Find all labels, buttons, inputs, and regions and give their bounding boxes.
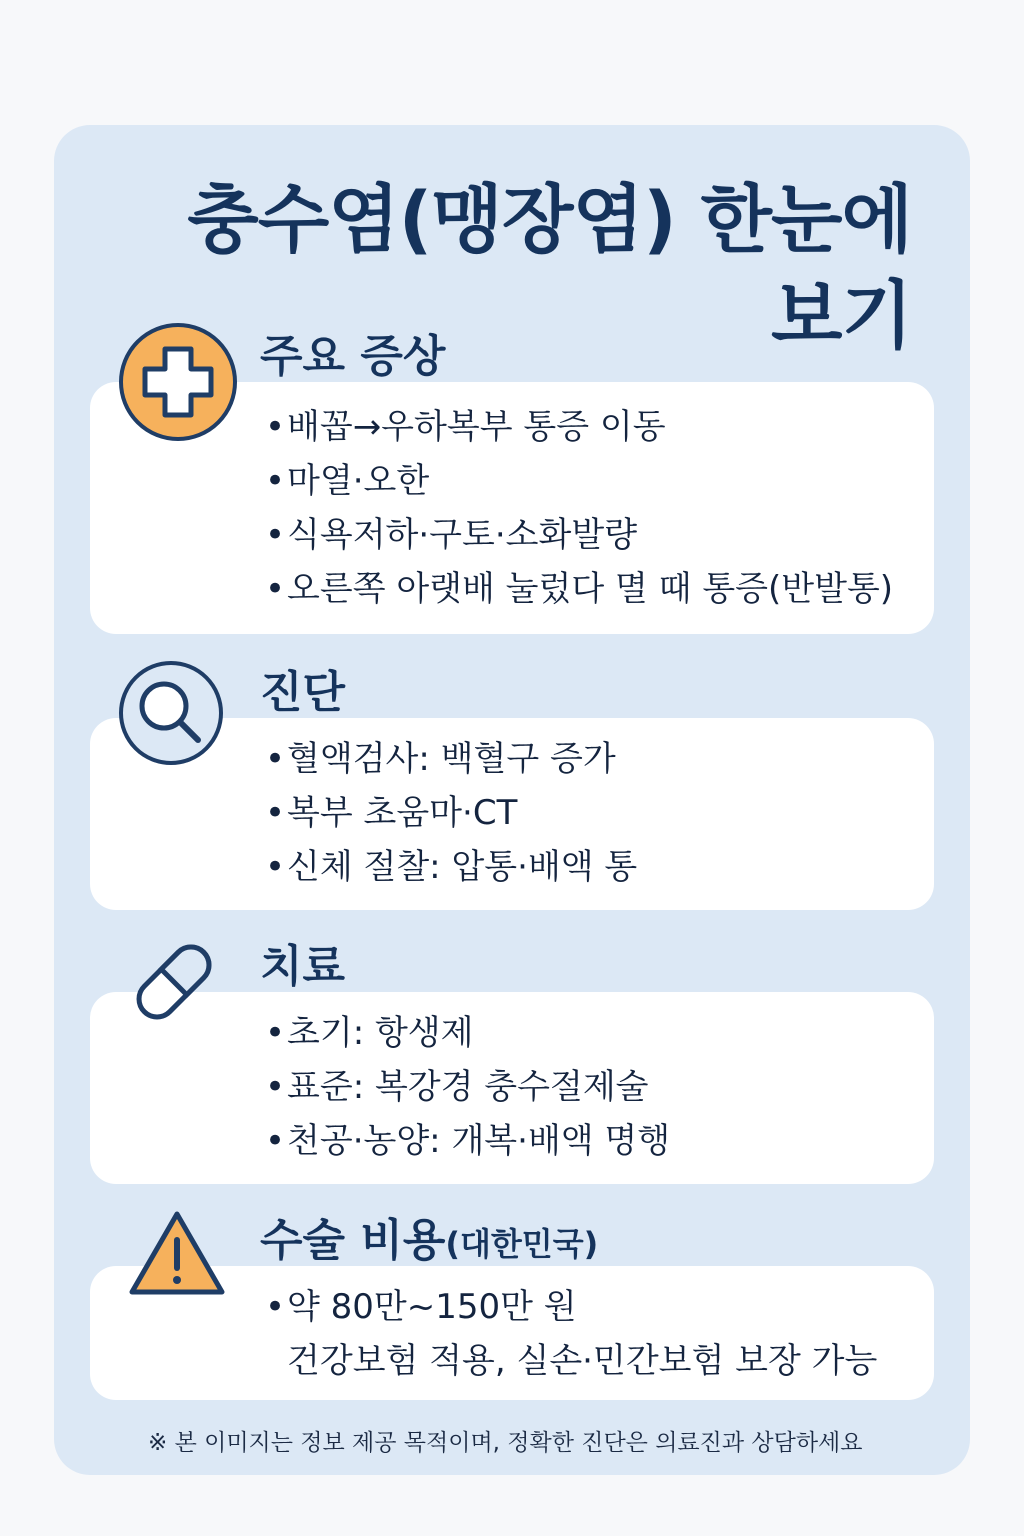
cost-heading-main: 수술 비용 — [260, 1215, 446, 1266]
list-item: •혈액검사: 백혈구 증가 — [265, 739, 616, 779]
cost-heading — [260, 1204, 598, 1268]
warning-triangle-icon — [126, 1208, 228, 1300]
list-item: •약 80만~150만 원 — [265, 1287, 577, 1327]
list-item: •오른쪽 아랫배 눌렀다 멸 때 통증(반발통) — [265, 569, 894, 609]
treatment-list — [265, 1006, 670, 1168]
pill-capsule-icon — [126, 934, 222, 1030]
title-line-1: 충수염(맹장염) 한눈에 — [187, 177, 912, 263]
diagnosis-list — [265, 732, 637, 894]
list-item: •복부 초움마·CT — [265, 793, 518, 833]
list-item: •초기: 항생제 — [265, 1013, 474, 1053]
cost-heading-sub: (대한민국) — [445, 1225, 599, 1263]
list-item: •표준: 복강경 충수절제술 — [265, 1067, 649, 1107]
disclaimer-footer: ※ 본 이미지는 정보 제공 목적이며, 정확한 진단은 의료진과 상담하세요 — [148, 1430, 863, 1456]
list-item: •천공·농양: 개복·배액 명행 — [265, 1121, 671, 1161]
list-item: •신체 절찰: 압통·배액 통 — [265, 847, 638, 887]
list-item: •배꼽→우하복부 통증 이동 — [265, 407, 666, 447]
title-line-2: 보기 — [771, 273, 912, 359]
symptoms-list — [265, 400, 893, 616]
magnifier-icon — [118, 660, 224, 766]
list-item: •마열·오한 — [265, 461, 430, 501]
cost-list — [265, 1280, 877, 1388]
list-item-continuation: 건강보험 적용, 실손·민간보험 보장 가능 — [287, 1341, 878, 1381]
list-item: •식욕저하·구토·소화발량 — [265, 515, 638, 555]
plus-icon — [118, 322, 238, 442]
treatment-heading: 치료 — [260, 941, 346, 992]
symptoms-heading: 주요 증상 — [260, 331, 446, 382]
diagnosis-heading: 진단 — [260, 667, 346, 718]
